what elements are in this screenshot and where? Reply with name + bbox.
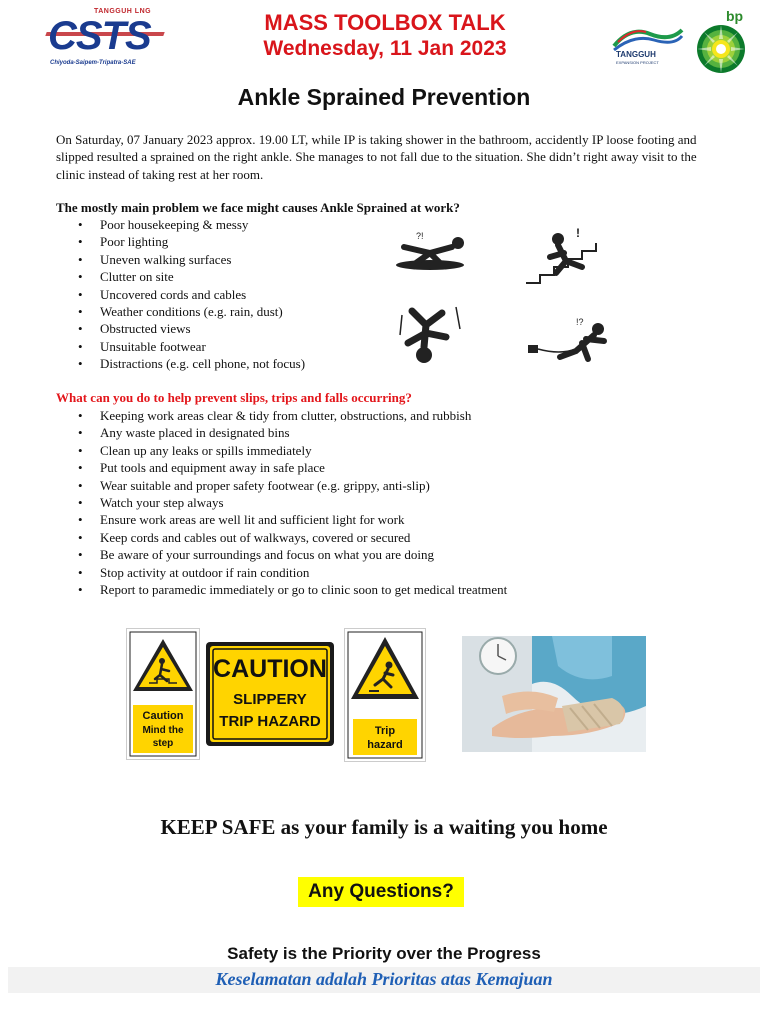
svg-text:!?: !? xyxy=(576,317,584,327)
bp-logo-text: bp xyxy=(726,8,744,24)
list-item: • Clean up any leaks or spills immediately xyxy=(78,442,718,459)
safety-priority-slogan: Safety is the Priority over the Progress xyxy=(227,944,541,963)
prevention-heading: What can you do to help prevent slips, trips and falls occurring? xyxy=(56,390,412,405)
list-item: • Wear suitable and proper safety footwear (e.g. grippy, anti-slip) xyxy=(78,477,718,494)
svg-text:step: step xyxy=(152,738,174,749)
list-item: • Weather conditions (e.g. rain, dust) xyxy=(78,303,378,320)
list-item: • Unsuitable footwear xyxy=(78,338,378,355)
svg-text:Mind the: Mind the xyxy=(142,725,184,736)
svg-text:!: ! xyxy=(576,226,580,240)
list-item: • Keeping work areas clear & tidy from clutter, obstructions, and rubbish xyxy=(78,407,718,424)
list-item: • Ensure work areas are well lit and sufficient light for work xyxy=(78,511,718,528)
slip-fall-illustrations-icon xyxy=(390,225,630,370)
list-item: • Stop activity at outdoor if rain condition xyxy=(78,564,718,581)
list-item: • Watch your step always xyxy=(78,494,718,511)
falling-person-icon xyxy=(400,307,460,363)
list-item: • Uncovered cords and cables xyxy=(78,286,378,303)
list-item: • Distractions (e.g. cell phone, not focus) xyxy=(78,355,378,372)
step-warning-triangle-icon xyxy=(127,629,199,759)
list-item: • Poor lighting xyxy=(78,233,378,250)
csts-logo-subtext: Chiyoda-Saipem-Tripatra-SAE xyxy=(50,60,136,66)
csts-logo-top-text: TANGGUH LNG xyxy=(94,8,152,15)
slip-trip-pictograms xyxy=(390,225,630,370)
caution-slippery-sign xyxy=(206,642,334,746)
trip-warning-triangle-icon xyxy=(345,629,425,761)
prevention-list xyxy=(78,407,718,598)
list-item: • Uneven walking surfaces xyxy=(78,251,378,268)
svg-text:?!: ?! xyxy=(416,231,424,241)
list-item: • Be aware of your surroundings and focus on what you are doing xyxy=(78,546,718,563)
caution-mind-step-sign xyxy=(126,628,200,760)
caution-board-icon xyxy=(206,642,334,746)
list-item: • Clutter on site xyxy=(78,268,378,285)
slipping-person-icon xyxy=(396,231,464,270)
list-item: • Put tools and equipment away in safe place xyxy=(78,459,718,476)
problems-heading: The mostly main problem we face might causes Ankle Sprained at work? xyxy=(56,200,460,215)
document-title: Ankle Sprained Prevention xyxy=(237,84,531,110)
toolbox-title-line1: MASS TOOLBOX TALK xyxy=(264,10,506,35)
toolbox-date: Wednesday, 11 Jan 2023 xyxy=(263,37,507,60)
any-questions-banner: Any Questions? xyxy=(298,877,464,907)
svg-text:Trip: Trip xyxy=(374,725,396,737)
list-item: • Obstructed views xyxy=(78,320,378,337)
cable-trip-icon xyxy=(528,317,604,359)
list-item: • Any waste placed in designated bins xyxy=(78,424,718,441)
stairs-fall-icon xyxy=(526,226,596,283)
toolbox-title xyxy=(250,10,520,62)
csts-logo-brand: CSTS xyxy=(48,14,151,58)
list-item: • Poor housekeeping & messy xyxy=(78,216,378,233)
ankle-bandage-photo xyxy=(462,636,646,752)
list-item: • Report to paramedic immediately or go to clinic soon to get medical treatment xyxy=(78,581,718,598)
list-item: • Keep cords and cables out of walkways, covered or secured xyxy=(78,529,718,546)
tangguh-logo xyxy=(610,24,686,74)
tangguh-logo-label: TANGGUH xyxy=(616,50,656,59)
bp-logo xyxy=(694,8,748,78)
trip-hazard-sign xyxy=(344,628,426,762)
svg-text:SLIPPERY: SLIPPERY xyxy=(233,691,307,708)
svg-text:Caution: Caution xyxy=(142,710,184,722)
header xyxy=(0,0,768,80)
incident-description: On Saturday, 07 January 2023 approx. 19.00 LT, while IP is taking shower in the bathroom, accidently IP loose footing and slipped resulted a sprained on the right ankle. She manages to not fall due to the situation. She didn’t right away visit to the clinic instead of taking rest at her room. xyxy=(56,132,697,182)
tangguh-logo-subtext: EXPANSION PROJECT xyxy=(616,60,659,65)
svg-text:CAUTION: CAUTION xyxy=(213,655,327,683)
svg-text:hazard: hazard xyxy=(367,739,403,751)
bp-helios-icon xyxy=(694,22,748,76)
ankle-bandage-icon xyxy=(462,636,646,752)
svg-text:TRIP HAZARD: TRIP HAZARD xyxy=(219,713,321,730)
problems-list xyxy=(78,216,378,373)
keep-safe-message: KEEP SAFE as your family is a waiting you home xyxy=(160,815,608,839)
safety-priority-slogan-indonesian: Keselamatan adalah Prioritas atas Kemajuan xyxy=(215,969,553,989)
csts-logo xyxy=(46,8,166,68)
